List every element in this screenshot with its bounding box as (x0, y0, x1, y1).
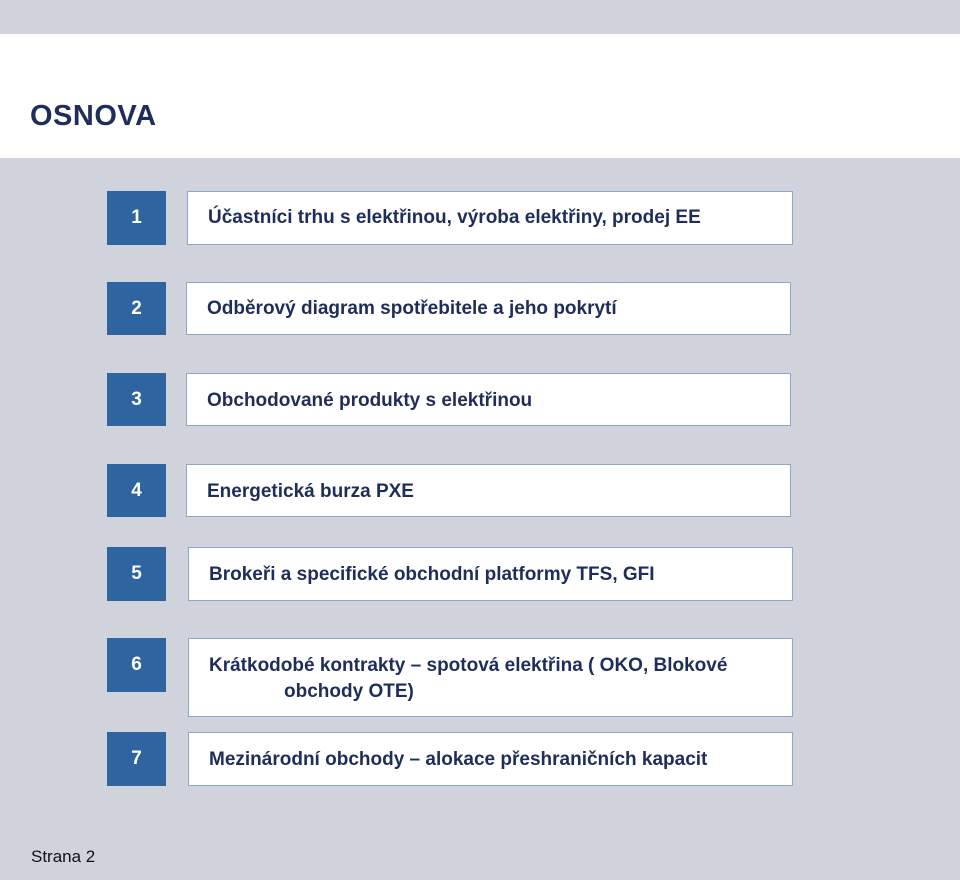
item-number-5: 5 (107, 547, 166, 601)
agenda-item-label: Brokeři a specifické obchodní platformy TFS, GFI (209, 564, 655, 585)
agenda-item-1 (187, 191, 793, 245)
agenda-item-label: Mezinárodní obchody – alokace přeshraničních kapacit (209, 749, 708, 770)
item-number-1: 1 (107, 191, 166, 245)
agenda-item-label: Účastníci trhu s elektřinou, výroba elektřiny, prodej EE (208, 207, 701, 228)
agenda-item-label: Odběrový diagram spotřebitele a jeho pokrytí (207, 298, 617, 319)
item-number-2: 2 (107, 282, 166, 335)
page-number: Strana 2 (31, 847, 96, 866)
agenda-item-7 (188, 732, 793, 786)
agenda-item-3 (186, 373, 791, 426)
agenda-item-label: Obchodované produkty s elektřinou (207, 390, 533, 411)
agenda-item-label-line2: obchody OTE) (284, 681, 414, 702)
item-number-3: 3 (107, 373, 166, 426)
agenda-item-2 (186, 282, 791, 335)
agenda-item-label: Energetická burza PXE (207, 481, 414, 502)
agenda-item-4 (186, 464, 791, 517)
item-number-7: 7 (107, 732, 166, 786)
agenda-item-label-line1: Krátkodobé kontrakty – spotová elektřina ( OKO, Blokové (209, 655, 728, 676)
item-number-4: 4 (107, 464, 166, 517)
page-title: OSNOVA (30, 100, 157, 132)
agenda-item-5 (188, 547, 793, 601)
agenda-item-6 (188, 638, 793, 717)
item-number-6: 6 (107, 638, 166, 692)
title-band (0, 34, 960, 158)
